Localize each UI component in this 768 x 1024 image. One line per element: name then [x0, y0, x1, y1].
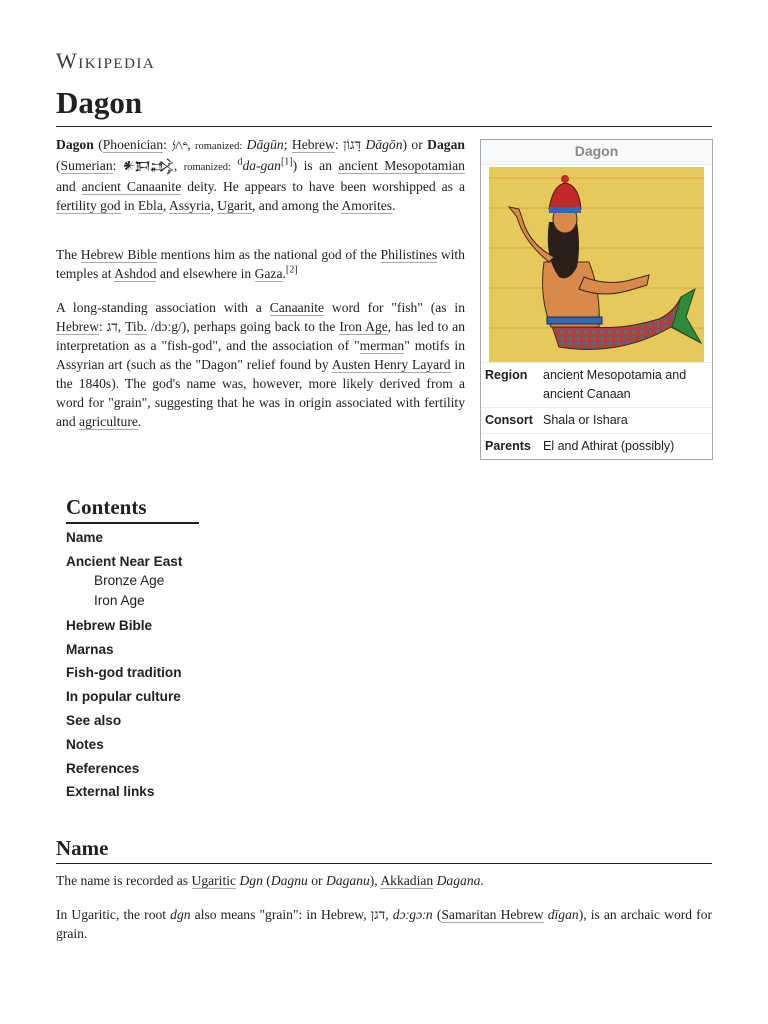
toc-item-marnas[interactable]: Marnas [66, 642, 114, 657]
infobox-value: Shala or Ishara [543, 413, 628, 427]
infobox-row-region [481, 362, 712, 407]
infobox-title: Dagon [481, 140, 712, 165]
bold-term-dagan: Dagan [427, 137, 465, 152]
link-merman[interactable]: merman [359, 338, 405, 353]
text-run: , [210, 198, 218, 213]
link-samaritan-hebrew[interactable]: Samaritan Hebrew [441, 907, 544, 922]
term-dagnu: Dagnu [270, 873, 308, 888]
link-hebrew-2[interactable]: Hebrew [56, 319, 100, 334]
text-run: in [120, 198, 138, 213]
lead-paragraph-1 [56, 135, 465, 215]
text-run: . [137, 414, 142, 429]
wikipedia-wordmark[interactable]: Wikipedia [56, 48, 156, 73]
term-digan: dīgan [547, 907, 579, 922]
toc-item-in-popular-culture[interactable]: In popular culture [66, 689, 181, 704]
link-sumerian[interactable]: Sumerian [60, 158, 113, 173]
link-ugarit[interactable]: Ugarit [217, 198, 252, 213]
link-ebla[interactable]: Ebla [137, 198, 163, 213]
text-run: or [307, 873, 326, 888]
name-paragraph-2 [56, 905, 712, 943]
infobox-label: Consort [485, 413, 533, 427]
citation-2[interactable]: [2] [285, 264, 298, 276]
text-run: : [334, 137, 344, 152]
text-run: . [282, 266, 286, 281]
term-dagana: Dagana [436, 873, 481, 888]
romanized-label: romanized: [183, 162, 231, 173]
text-run: mentions him as the national god of the [156, 247, 381, 262]
toc-item-hebrew-bible[interactable]: Hebrew Bible [66, 618, 153, 633]
text-run: word for "fish" (as in [324, 300, 465, 315]
text-run: ) or [402, 137, 428, 152]
bold-term-dagon: Dagon [56, 137, 94, 152]
infobox [480, 139, 713, 460]
romanized-sumerian: da-gan [242, 158, 281, 173]
link-hebrew-bible[interactable]: Hebrew Bible [80, 247, 157, 262]
cuneiform-script: 𒀭𒁕𒃶 [122, 159, 174, 173]
link-ancient-mesopotamian[interactable]: ancient Mesopotamian [338, 158, 465, 173]
text-run: and [56, 179, 82, 194]
link-tiberian[interactable]: Tib. [125, 319, 147, 334]
text-run: , and among the [251, 198, 342, 213]
link-austen-henry-layard[interactable]: Austen Henry Layard [331, 357, 451, 372]
name-paragraph-1 [56, 871, 712, 890]
infobox-value: ancient Mesopotamia and ancient Canaan [543, 368, 687, 401]
text-run: , [173, 158, 184, 173]
page-title: Dagon [56, 85, 143, 120]
text-run: and elsewhere in [156, 266, 255, 281]
link-akkadian[interactable]: Akkadian [380, 873, 434, 888]
romanized-label: romanized: [195, 141, 243, 152]
text-run: ), is an archaic word for grain. [56, 907, 713, 941]
text-run: , [117, 319, 126, 334]
text-run: ) is an [292, 158, 339, 173]
hebrew-dagan: דגן [370, 907, 386, 922]
link-philistines[interactable]: Philistines [380, 247, 438, 262]
link-phoenician[interactable]: Phoenician [102, 137, 164, 152]
link-ancient-canaanite[interactable]: ancient Canaanite [81, 179, 182, 194]
transliteration: dɔːgɔːn [392, 907, 433, 922]
toc-item-notes[interactable]: Notes [66, 737, 104, 752]
text-run: In Ugaritic, the root [56, 907, 171, 922]
toc-item-ancient-near-east[interactable]: Ancient Near East [66, 554, 183, 569]
citation-1[interactable]: [1] [280, 156, 293, 168]
infobox-row-consort [481, 407, 712, 433]
text-run: /dɔːg/), perhaps going back to the [146, 319, 340, 334]
infobox-value: El and Athirat (possibly) [543, 439, 675, 453]
term-dgn-root: dgn [170, 907, 191, 922]
toc-item-fish-god-tradition[interactable]: Fish-god tradition [66, 665, 182, 680]
infobox-label: Region [485, 368, 528, 382]
link-canaanite[interactable]: Canaanite [269, 300, 325, 315]
link-assyria[interactable]: Assyria [168, 198, 211, 213]
text-run: ( [56, 158, 61, 173]
toc-item-see-also[interactable]: See also [66, 713, 122, 728]
text-run: A long-standing association with a [56, 300, 270, 315]
text-run: ; [283, 137, 292, 152]
link-agriculture[interactable]: agriculture [79, 414, 138, 429]
hebrew-dag: דג [106, 319, 118, 334]
link-fertility-god[interactable]: fertility god [56, 198, 121, 213]
text-run: also means "grain": in Hebrew, [190, 907, 371, 922]
link-gaza[interactable]: Gaza [254, 266, 283, 281]
link-ashdod[interactable]: Ashdod [114, 266, 157, 281]
text-run: The [56, 247, 81, 262]
romanized-hebrew: Dāgōn [365, 137, 403, 152]
section-divider [56, 863, 712, 864]
text-run: : [112, 158, 123, 173]
hebrew-script: דָּגוֹן [343, 137, 362, 152]
toc-title: Contents [66, 495, 147, 519]
romanized-phoenician: Dāgūn [246, 137, 284, 152]
determinative-d: d [237, 156, 243, 168]
text-run: ( [432, 907, 442, 922]
text-run: in the 1840s). The god's name was, however, more likely derived from a word for "grain", suggesting that he was in origin associated with fertility and [56, 357, 465, 429]
text-run: , [162, 198, 169, 213]
dagon-image[interactable] [489, 167, 704, 362]
infobox-row-parents [481, 433, 712, 459]
toc-subitem-bronze-age[interactable]: Bronze Age [94, 573, 165, 588]
link-amorites[interactable]: Amorites [341, 198, 393, 213]
section-heading-name: Name [56, 836, 109, 860]
text-run: with temples at [56, 247, 465, 281]
text-run: deity. He appears to have been worshipped as a [181, 179, 466, 194]
phoenician-script: 𐤃𐤂𐤍 [171, 138, 188, 152]
link-iron-age[interactable]: Iron Age [339, 319, 388, 334]
lead-paragraph-2 [56, 245, 465, 283]
text-run: ), [369, 873, 381, 888]
toc-item-references[interactable]: References [66, 761, 140, 776]
text-run: The name is recorded as [56, 873, 192, 888]
text-run: " motifs in Assyrian art (such as the "Dagon" relief found by [56, 338, 465, 372]
text-run: ( [262, 873, 271, 888]
text-run: , has led to an interpretation as a "fish-god", and the association of " [56, 319, 465, 353]
toc-item-external-links[interactable]: External links [66, 784, 155, 799]
text-run: , [385, 907, 393, 922]
dagon-merman-illustration [489, 167, 704, 362]
title-divider [56, 126, 712, 127]
link-hebrew[interactable]: Hebrew [291, 137, 335, 152]
toc-subitem-iron-age[interactable]: Iron Age [94, 593, 145, 608]
text-run: . [480, 873, 484, 888]
text-run: : [99, 319, 107, 334]
infobox-label: Parents [485, 439, 531, 453]
lead-paragraph-3 [56, 298, 465, 431]
term-daganu: Daganu [325, 873, 370, 888]
text-run: ( [93, 137, 103, 152]
term-dgn: Dgn [239, 873, 263, 888]
text-run: : [163, 137, 172, 152]
toc-divider [66, 522, 199, 524]
link-ugaritic[interactable]: Ugaritic [191, 873, 237, 888]
text-run: . [392, 198, 396, 213]
text-run: , [187, 137, 196, 152]
toc-item-name[interactable]: Name [66, 530, 104, 545]
